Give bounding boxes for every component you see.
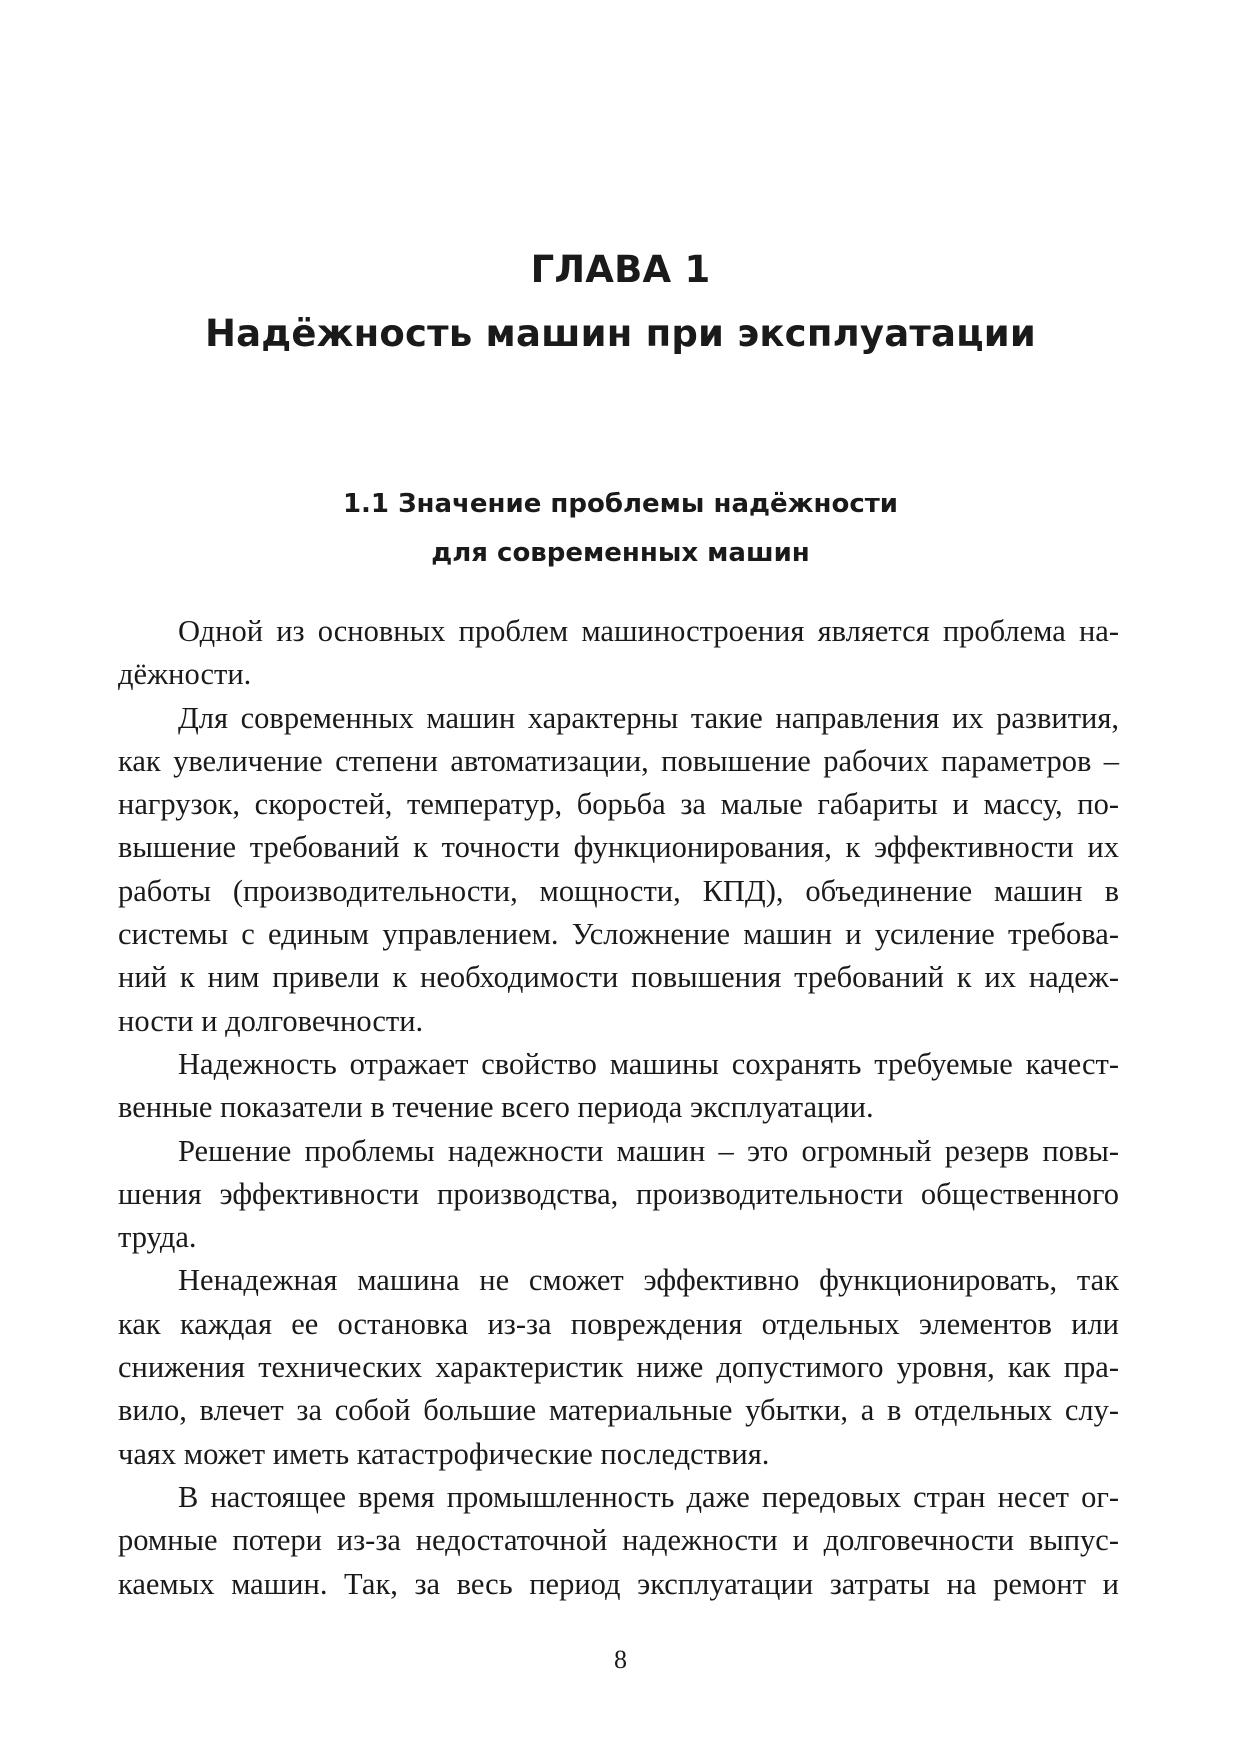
body-text [118, 610, 1119, 1606]
text-line: Ненадежная машина не сможет эффективно функционировать, так [178, 1263, 1119, 1298]
text-line: Решение проблемы надежности машин – это огромный резерв повы- [178, 1133, 1119, 1168]
text-line: дёжности. [118, 657, 252, 692]
text-line: каемых машин. Так, за весь период эксплуатации затраты на ремонт и [118, 1566, 1119, 1601]
paragraph [118, 1476, 1119, 1606]
paragraph [118, 610, 1119, 697]
paragraph [118, 1043, 1119, 1130]
text-line: системы с единым управлением. Усложнение машин и усиление требова- [118, 917, 1119, 952]
text-line: ний к ним привели к необходимости повышения требований к их надеж- [118, 960, 1119, 995]
page-number: 8 [614, 1645, 627, 1674]
paragraph [118, 1130, 1119, 1260]
text-line: Для современных машин характерны такие направления их развития, [178, 700, 1119, 735]
text-line: В настоящее время промышленность даже передовых стран несет ог- [178, 1479, 1119, 1514]
text-line: как увеличение степени автоматизации, повышение рабочих параметров – [118, 743, 1119, 778]
text-line: чаях может иметь катастрофические последствия. [118, 1436, 770, 1471]
section-heading [0, 480, 1241, 578]
section-title-line-2: для современных машин [431, 538, 810, 568]
text-line: ромные потери из-за недостаточной надежности и долговечности выпус- [118, 1523, 1119, 1558]
text-line: вышение требований к точности функционирования, к эффективности их [118, 830, 1119, 865]
text-line: снижения технических характеристик ниже допустимого уровня, как пра- [118, 1350, 1119, 1385]
text-line: нагрузок, скоростей, температур, борьба за малые габариты и массу, по- [118, 787, 1119, 822]
section-title-line-1: 1.1 Значение проблемы надёжности [342, 489, 899, 519]
paragraph [118, 1259, 1119, 1475]
chapter-label: ГЛАВА 1 [530, 248, 711, 291]
text-line: ности и долговечности. [118, 1003, 424, 1038]
chapter-title: Надёжность машин при эксплуатации [204, 312, 1037, 355]
chapter-heading [0, 238, 1241, 366]
text-line: Надежность отражает свойство машины сохранять требуемые качест- [178, 1046, 1119, 1081]
paragraph [118, 697, 1119, 1043]
text-line: шения эффективности производства, производительности общественного [118, 1176, 1119, 1211]
text-line: работы (производительности, мощности, КПД), объединение машин в [118, 873, 1119, 908]
text-line: венные показатели в течение всего периода эксплуатации. [118, 1090, 874, 1125]
text-line: как каждая ее остановка из-за повреждения отдельных элементов или [118, 1306, 1119, 1341]
text-line: Одной из основных проблем машиностроения является проблема на- [178, 614, 1119, 648]
text-line: вило, влечет за собой большие материальные убытки, а в отдельных слу- [118, 1393, 1119, 1428]
text-line: труда. [118, 1220, 197, 1255]
